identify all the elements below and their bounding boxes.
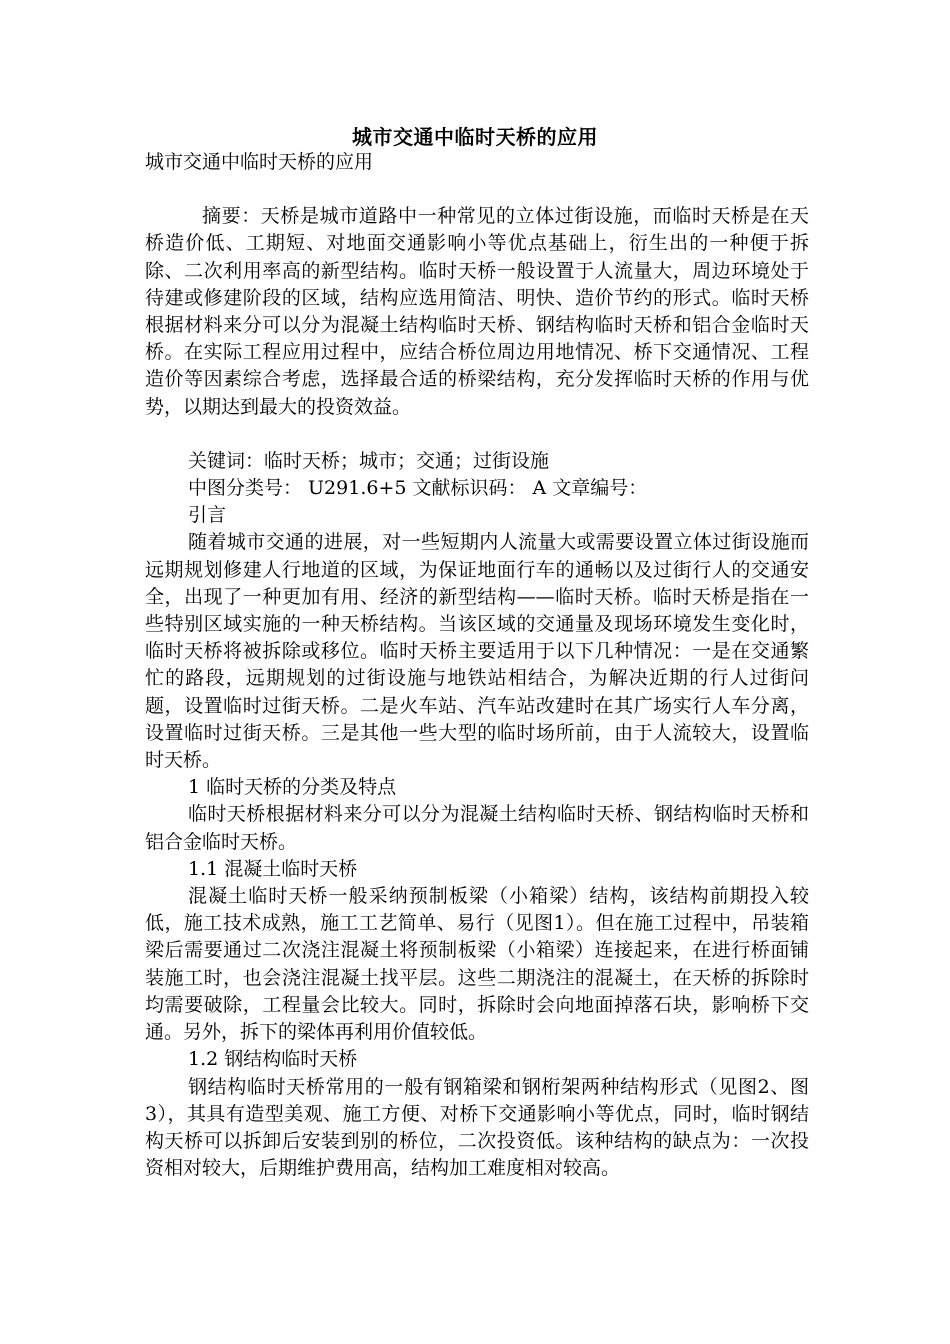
section-1-2-paragraph: 钢结构临时天桥常用的一般有钢箱梁和钢桁架两种结构形式（见图2、图3），其具有造型美观、施工方便、对桥下交通影响小等优点，同时，临时钢结构天桥可以拆卸后安装到别的桥位，二次投资低。该种结构的缺点为：一次投资相对较大，后期维护费用高，结构加工难度相对较高。 [145, 1075, 809, 1180]
blank-line [145, 176, 809, 203]
section-1-1-paragraph: 混凝土临时天桥一般采纳预制板梁（小箱梁）结构，该结构前期投入较低，施工技术成熟，施工工艺简单、易行（见图1）。但在施工过程中，吊装箱梁后需要通过二次浇注混凝土将预制板梁（小箱梁）连接起来，在进行桥面铺装施工时，也会浇注混凝土找平层。这些二期浇注的混凝土，在天桥的拆除时均需要破除，工程量会比较大。同时，拆除时会向地面掉落石块，影响桥下交通。另外，拆下的梁体再利用价值较低。 [145, 885, 809, 1044]
abstract-paragraph: 摘要：天桥是城市道路中一种常见的立体过街设施，而临时天桥是在天桥造价低、工期短、对地面交通影响小等优点基础上，衍生出的一种便于拆除、二次利用率高的新型结构。临时天桥一般设置于人流量大，周边环境处于待建或修建阶段的区域，结构应选用简洁、明快、造价节约的形式。临时天桥根据材料来分可以分为混凝土结构临时天桥、钢结构临时天桥和铝合金临时天桥。在实际工程应用过程中，应结合桥位周边用地情况、桥下交通情况、工程造价等因素综合考虑，选择最合适的桥梁结构，充分发挥临时天桥的作用与优势，以期达到最大的投资效益。 [145, 205, 809, 418]
keywords-line: 关键词：临时天桥；城市；交通；过街设施 [188, 449, 550, 472]
blank-line [145, 421, 809, 448]
intro-heading: 引言 [188, 504, 227, 527]
classification-line: 中图分类号： U291.6+5 文献标识码： A 文章编号： [188, 477, 648, 500]
document-body [145, 149, 809, 1182]
section-1-2-heading: 1.2 钢结构临时天桥 [188, 1048, 358, 1071]
section-1-1-heading: 1.1 混凝土临时天桥 [188, 857, 358, 880]
document-subtitle: 城市交通中临时天桥的应用 [145, 151, 374, 173]
section-1-paragraph: 临时天桥根据材料来分可以分为混凝土结构临时天桥、钢结构临时天桥和铝合金临时天桥。 [145, 803, 809, 853]
intro-paragraph: 随着城市交通的进展，对一些短期内人流量大或需要设置立体过街设施而远期规划修建人行地道的区域，为保证地面行车的通畅以及过街行人的交通安全，出现了一种更加有用、经济的新型结构——临时天桥。临时天桥是指在一些特别区域实施的一种天桥结构。当该区域的交通量及现场环境发生变化时，临时天桥将被拆除或移位。临时天桥主要适用于以下几种情况：一是在交通繁忙的路段，远期规划的过街设施与地铁站相结合，为解决近期的行人过街问题，设置临时过街天桥。二是火车站、汽车站改建时在其广场实行人车分离，设置临时过街天桥。三是其他一些大型的临时场所前，由于人流较大，设置临时天桥。 [145, 531, 809, 772]
document-title: 城市交通中临时天桥的应用 [352, 125, 598, 149]
section-1-heading: 1 临时天桥的分类及特点 [188, 776, 397, 799]
